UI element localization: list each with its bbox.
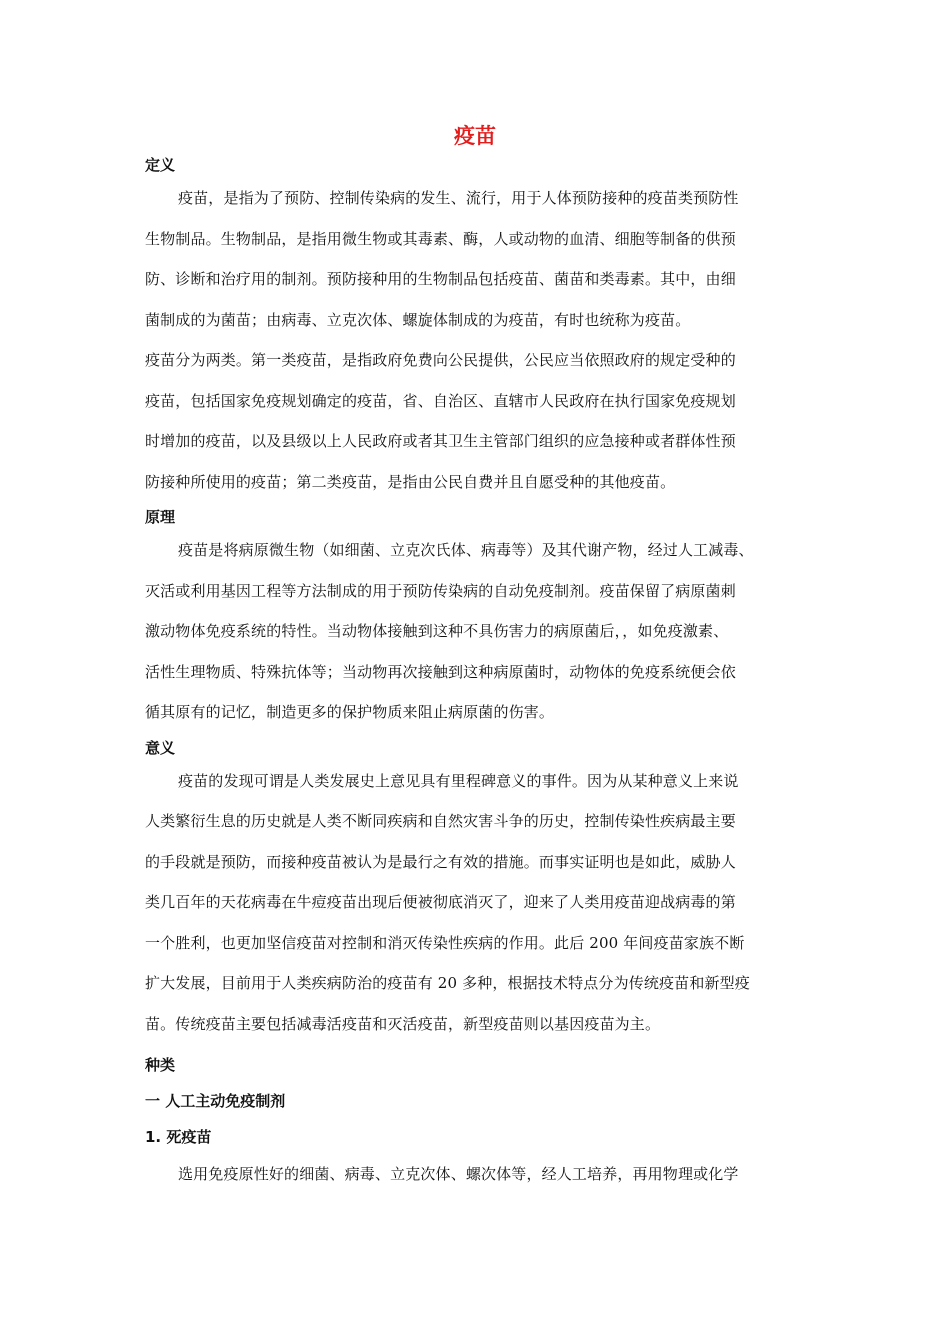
- heading-types: 种类: [145, 1056, 176, 1074]
- heading-principle: 原理: [145, 508, 176, 526]
- text-line: 生物制品。生物制品，是指用微生物或其毒素、酶，人或动物的血清、细胞等制备的供预: [145, 229, 736, 248]
- text-line: 灭活或利用基因工程等方法制成的用于预防传染病的自动免疫制剂。疫苗保留了病原菌刺: [145, 581, 736, 600]
- paragraph-killed-vaccine: [145, 1154, 810, 1195]
- subheading-killed-vaccine: 1. 死疫苗: [145, 1128, 212, 1146]
- text-line: 扩大发展，目前用于人类疾病防治的疫苗有 20 多种，根据技术特点分为传统疫苗和新型疫: [145, 974, 750, 992]
- text-line: 菌制成的为菌苗；由病毒、立克次体、螺旋体制成的为疫苗，有时也统称为疫苗。: [145, 310, 691, 329]
- paragraph-principle: [145, 530, 810, 733]
- text-line: 时增加的疫苗，以及县级以上人民政府或者其卫生主管部门组织的应急接种或者群体性预: [145, 432, 736, 450]
- text-line: 的手段就是预防，而接种疫苗被认为是最行之有效的措施。而事实证明也是如此，威胁人: [145, 852, 736, 871]
- text-line: 类几百年的天花病毒在牛痘疫苗出现后便被彻底消灭了，迎来了人类用疫苗迎战病毒的第: [145, 893, 736, 911]
- heading-significance: 意义: [145, 738, 176, 757]
- paragraph-definition-1: [145, 178, 810, 340]
- text-line: 防接种所使用的疫苗；第二类疫苗，是指由公民自费并且自愿受种的其他疫苗。: [145, 472, 676, 491]
- heading-definition: 定义: [145, 156, 176, 174]
- text-line: 人类繁衍生息的历史就是人类不断同疾病和自然灾害斗争的历史，控制传染性疾病最主要: [145, 812, 736, 830]
- text-line: 疫苗，包括国家免疫规划确定的疫苗，省、自治区、直辖市人民政府在执行国家免疫规划: [145, 391, 736, 410]
- text-line: 苗。传统疫苗主要包括减毒活疫苗和灭活疫苗，新型疫苗则以基因疫苗为主。: [145, 1014, 661, 1033]
- document-title: 疫苗: [454, 124, 496, 148]
- text-line: 疫苗的发现可谓是人类发展史上意见具有里程碑意义的事件。因为从某种意义上来说: [178, 771, 739, 790]
- text-line: 疫苗，是指为了预防、控制传染病的发生、流行，用于人体预防接种的疫苗类预防性: [178, 189, 739, 207]
- text-line: 激动物体免疫系统的特性。当动物体接触到这种不具伤害力的病原菌后，，如免疫激素、: [145, 622, 729, 640]
- paragraph-significance: [145, 761, 810, 1045]
- paragraph-definition-2: [145, 340, 810, 502]
- text-line: 活性生理物质、特殊抗体等；当动物再次接触到这种病原菌时，动物体的免疫系统便会依: [145, 662, 736, 681]
- text-line: 循其原有的记忆，制造更多的保护物质来阻止病原菌的伤害。: [145, 703, 555, 721]
- text-line: 防、诊断和治疗用的制剂。预防接种用的生物制品包括疫苗、菌苗和类毒素。其中，由细: [145, 270, 736, 288]
- text-line: 一个胜利，也更加坚信疫苗对控制和消灭传染性疾病的作用。此后 200 年间疫苗家族不断: [145, 933, 745, 952]
- text-line: 选用免疫原性好的细菌、病毒、立克次体、螺次体等，经人工培养，再用物理或化学: [178, 1165, 739, 1183]
- document-body: [145, 150, 810, 1195]
- subheading-active-immunization: 一 人工主动免疫制剂: [145, 1092, 286, 1110]
- text-line: 疫苗是将病原微生物（如细菌、立克次氏体、病毒等）及其代谢产物，经过人工减毒、: [178, 541, 754, 559]
- text-line: 疫苗分为两类。第一类疫苗，是指政府免费向公民提供，公民应当依照政府的规定受种的: [145, 351, 736, 369]
